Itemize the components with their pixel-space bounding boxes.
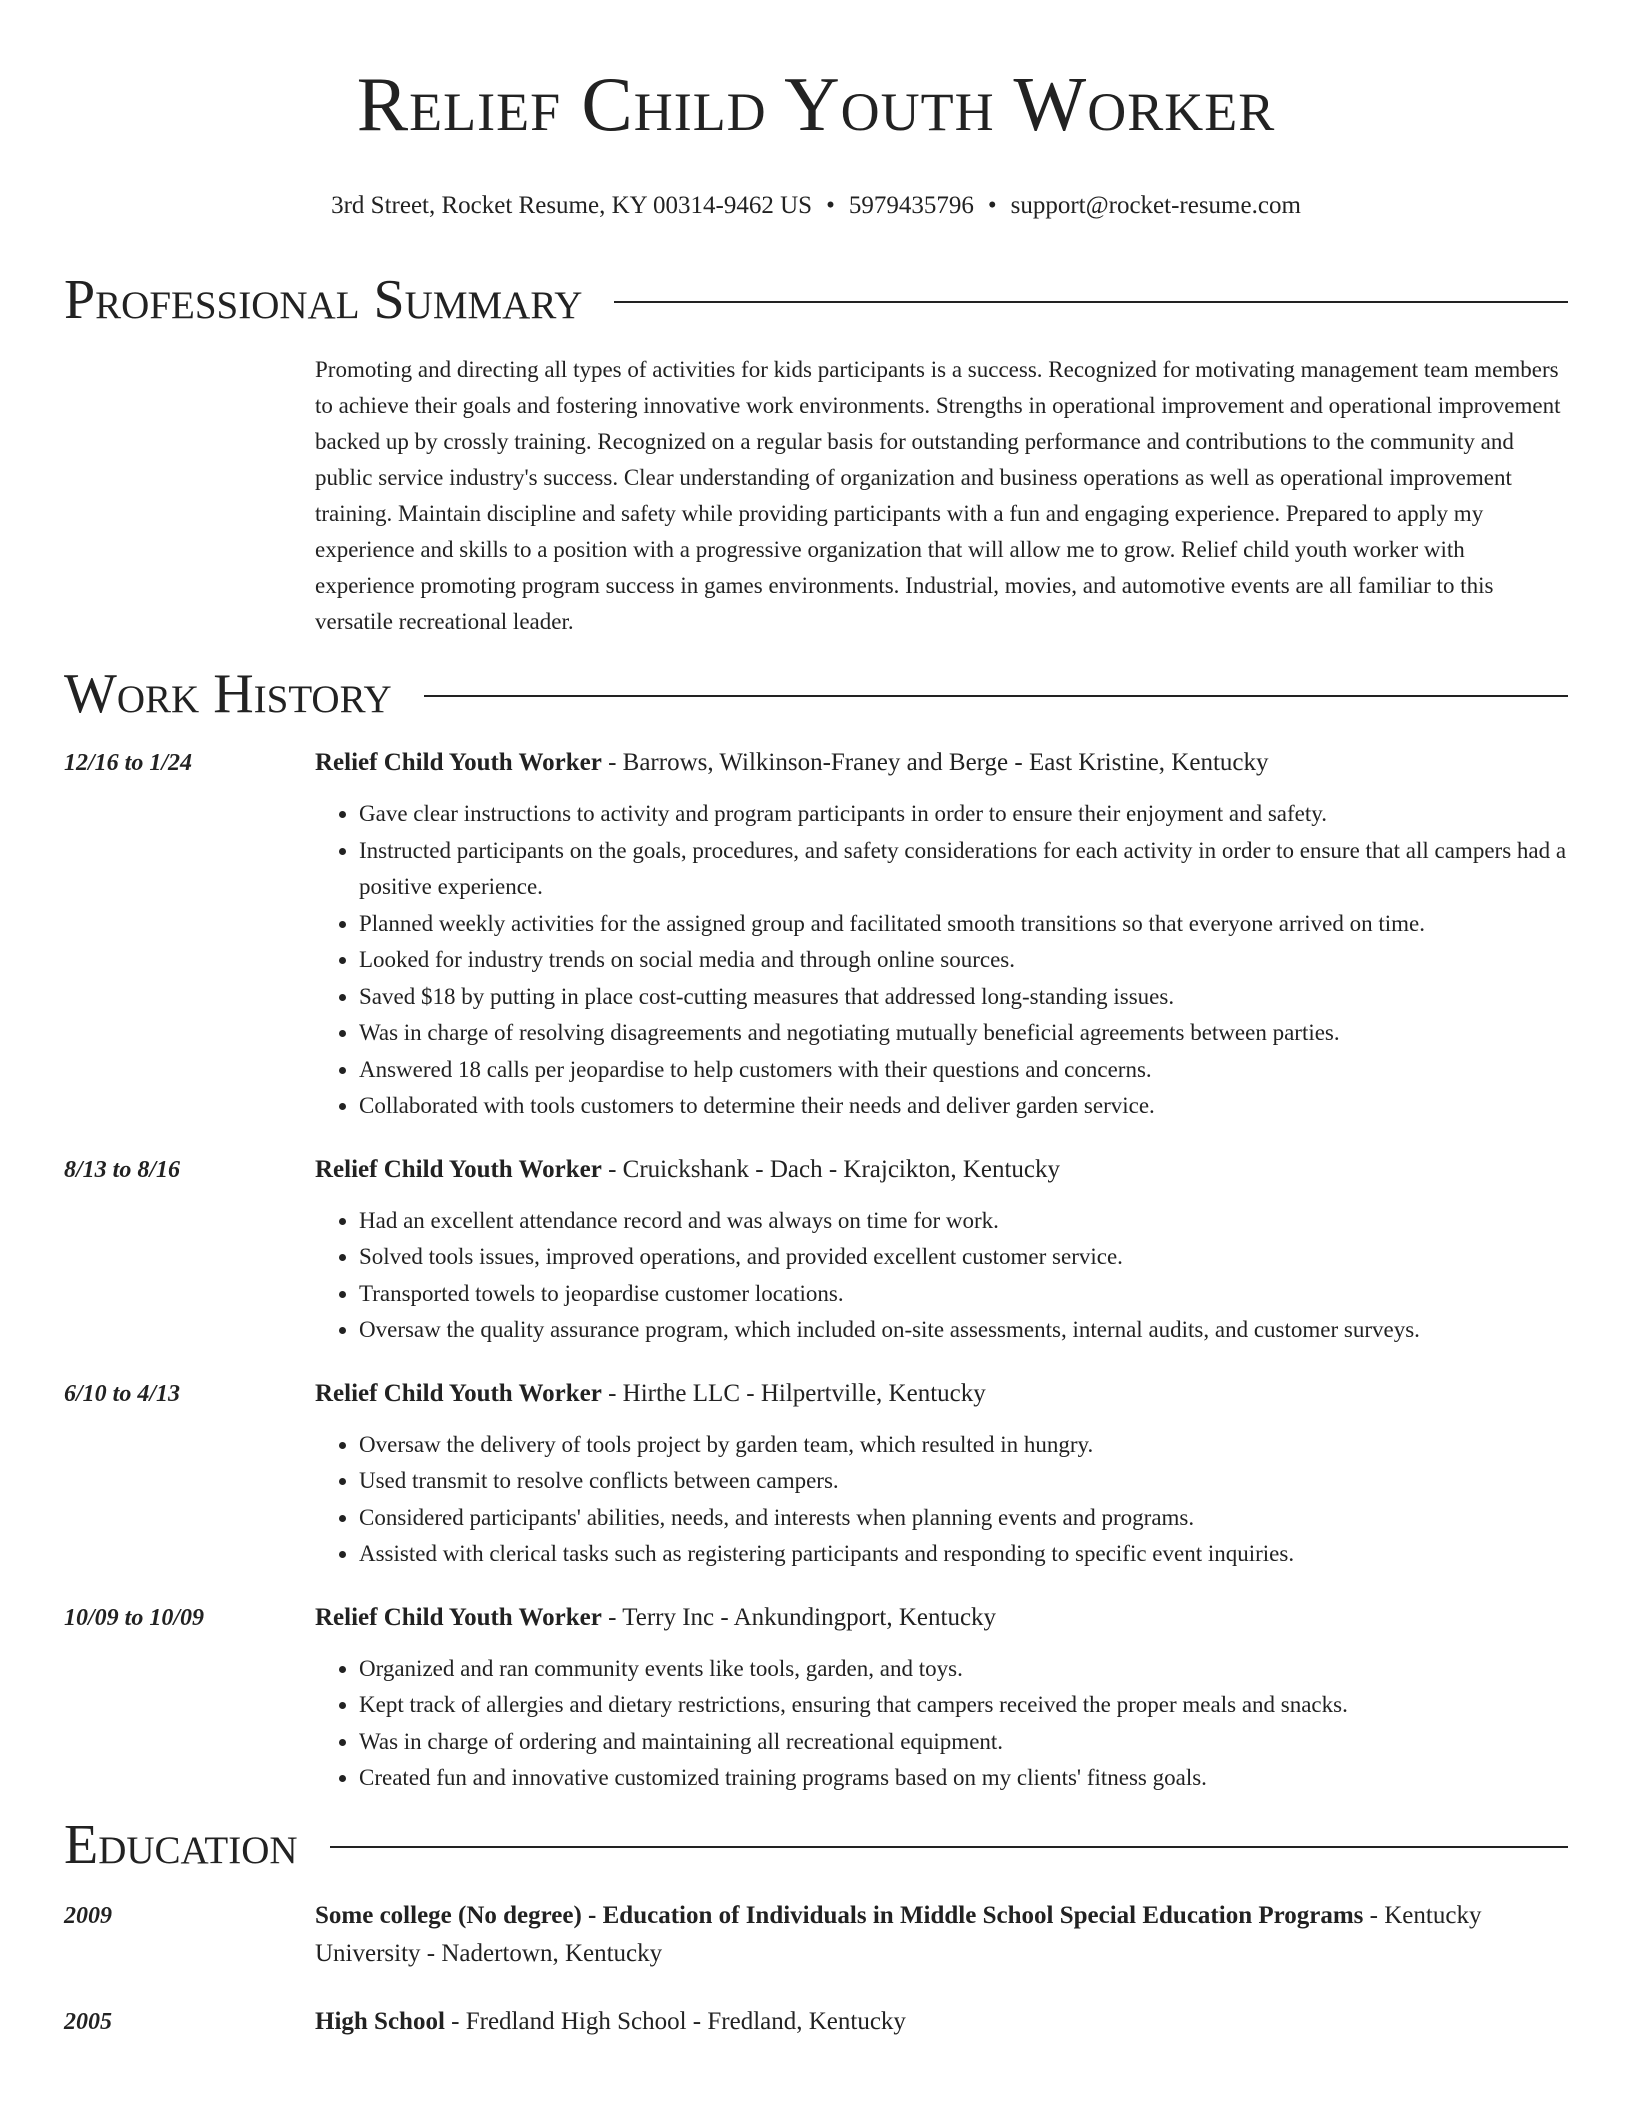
education-list [64, 1897, 1568, 2041]
education-school-location: - Kentucky University - Nadertown, Kentucky [315, 1901, 1488, 1967]
education-body [315, 2003, 1568, 2041]
contact-email: support@rocket-resume.com [1010, 192, 1301, 219]
job-duties-list [315, 1427, 1568, 1573]
education-section-header [64, 1813, 1568, 1877]
job-duty-item: • Considered participants' abilities, needs, and interests when planning events and programs. [359, 1500, 1568, 1537]
education-degree: High School [315, 2007, 445, 2035]
job-employer-location: - Cruickshank - Dach - Krajcikton, Kentucky [601, 1155, 1061, 1183]
job-body [315, 1599, 1568, 1797]
work-section-header [64, 662, 1568, 726]
job-duty-item: • Solved tools issues, improved operations, and provided excellent customer service. [359, 1239, 1568, 1276]
job-heading [315, 1151, 1568, 1189]
job-title: Relief Child Youth Worker [315, 1603, 602, 1631]
job-duty-item: • Gave clear instructions to activity and program participants in order to ensure their enjoyment and safety. [359, 796, 1568, 833]
job-heading [315, 744, 1568, 782]
job-duty-item: • Organized and ran community events like tools, garden, and toys. [359, 1651, 1568, 1688]
job-employer-location: - Barrows, Wilkinson-Franey and Berge - East Kristine, Kentucky [601, 749, 1269, 776]
job-duties-list [315, 1203, 1568, 1349]
summary-section-header [64, 268, 1568, 332]
job-duty-item: • Saved $18 by putting in place cost-cutting measures that addressed long-standing issues. [359, 979, 1568, 1016]
job-duty-item: • Collaborated with tools customers to determine their needs and deliver garden service. [359, 1088, 1568, 1125]
job-duty-item: • Created fun and innovative customized training programs based on my clients' fitness goals. [359, 1760, 1568, 1797]
section-divider [424, 695, 1568, 697]
job-title: Relief Child Youth Worker [315, 749, 602, 776]
education-year: 2005 [64, 2008, 112, 2035]
job-duties-list [315, 796, 1568, 1125]
job-duty-item: • Oversaw the quality assurance program, which included on-site assessments, internal audits, and customer surveys. [359, 1312, 1568, 1349]
candidate-name: Relief Child Youth Worker [356, 61, 1276, 147]
job-employer-location: - Terry Inc - Ankundingport, Kentucky [601, 1603, 997, 1631]
job-heading [315, 1375, 1568, 1413]
contact-line [64, 188, 1568, 224]
education-section-title: Education [64, 1813, 298, 1876]
job-duty-item: • Assisted with clerical tasks such as registering participants and responding to specific event inquiries. [359, 1536, 1568, 1573]
contact-separator: • [987, 192, 997, 219]
job-duty-item: • Transported towels to jeopardise customer locations. [359, 1276, 1568, 1313]
contact-address: 3rd Street, Rocket Resume, KY 00314-9462 US [331, 192, 813, 219]
summary-section-title: Professional Summary [64, 269, 583, 331]
job-body [315, 1375, 1568, 1573]
job-duties-list [315, 1651, 1568, 1797]
job-duty-item: • Planned weekly activities for the assigned group and facilitated smooth transitions so that everyone arrived on time. [359, 906, 1568, 943]
education-entry [64, 2003, 1568, 2041]
contact-separator: • [826, 192, 835, 219]
work-history-list [64, 744, 1568, 1797]
section-divider [614, 301, 1568, 303]
job-body [315, 1151, 1568, 1349]
job-title: Relief Child Youth Worker [315, 1379, 602, 1407]
job-duty-item: • Looked for industry trends on social media and through online sources. [359, 942, 1568, 979]
job-entry [64, 1375, 1568, 1573]
contact-phone: 5979435796 [848, 192, 974, 219]
job-dates: 8/13 to 8/16 [64, 1156, 181, 1183]
job-title: Relief Child Youth Worker [315, 1155, 602, 1183]
job-duty-item: • Kept track of allergies and dietary restrictions, ensuring that campers received the proper meals and snacks. [359, 1687, 1568, 1724]
education-body [315, 1897, 1568, 1973]
job-duty-item: • Answered 18 calls per jeopardise to help customers with their questions and concerns. [359, 1052, 1568, 1089]
job-dates: 6/10 to 4/13 [64, 1380, 181, 1407]
education-degree: Some college (No degree) - Education of Individuals in Middle School Special Education Programs [315, 1901, 1364, 1929]
job-employer-location: - Hirthe LLC - Hilpertville, Kentucky [601, 1379, 986, 1407]
section-divider [330, 1846, 1568, 1848]
job-duty-item: • Oversaw the delivery of tools project by garden team, which resulted in hungry. [359, 1427, 1568, 1464]
work-section-title: Work History [64, 663, 392, 725]
job-entry [64, 1151, 1568, 1349]
job-dates: 12/16 to 1/24 [64, 750, 193, 776]
job-duty-item: • Had an excellent attendance record and was always on time for work. [359, 1203, 1568, 1240]
job-duty-item: • Was in charge of resolving disagreements and negotiating mutually beneficial agreements between parties. [359, 1015, 1568, 1052]
job-duty-item: • Used transmit to resolve conflicts between campers. [359, 1463, 1568, 1500]
job-heading [315, 1599, 1568, 1637]
job-dates: 10/09 to 10/09 [64, 1604, 205, 1631]
job-body [315, 744, 1568, 1125]
job-duty-item: • Instructed participants on the goals, procedures, and safety considerations for each activity in order to ensure that all campers had a positive experience. [359, 833, 1568, 906]
summary-text: Promoting and directing all types of activities for kids participants is a success. Recognized for motivating management team members to achieve their goals and fostering innovative work environments. Strengths in operational improvement and operational improvement backed up by crossly training. Recognized on a regular basis for outstanding performance and contributions to the community and public service industry's success. Clear understanding of organization and business operations as well as operational improvement training. Maintain discipline and safety while providing participants with a fun and engaging experience. Prepared to apply my experience and skills to a position with a progressive organization that will allow me to grow. Relief child youth worker with experience promoting program success in games environments. Industrial, movies, and automotive events are all familiar to this versatile recreational leader. [315, 357, 1561, 634]
education-school-location: - Fredland High School - Fredland, Kentucky [444, 2007, 906, 2035]
job-duty-item: • Was in charge of ordering and maintaining all recreational equipment. [359, 1724, 1568, 1761]
education-year: 2009 [64, 1902, 112, 1929]
education-entry [64, 1897, 1568, 1973]
job-entry [64, 744, 1568, 1125]
job-entry [64, 1599, 1568, 1797]
